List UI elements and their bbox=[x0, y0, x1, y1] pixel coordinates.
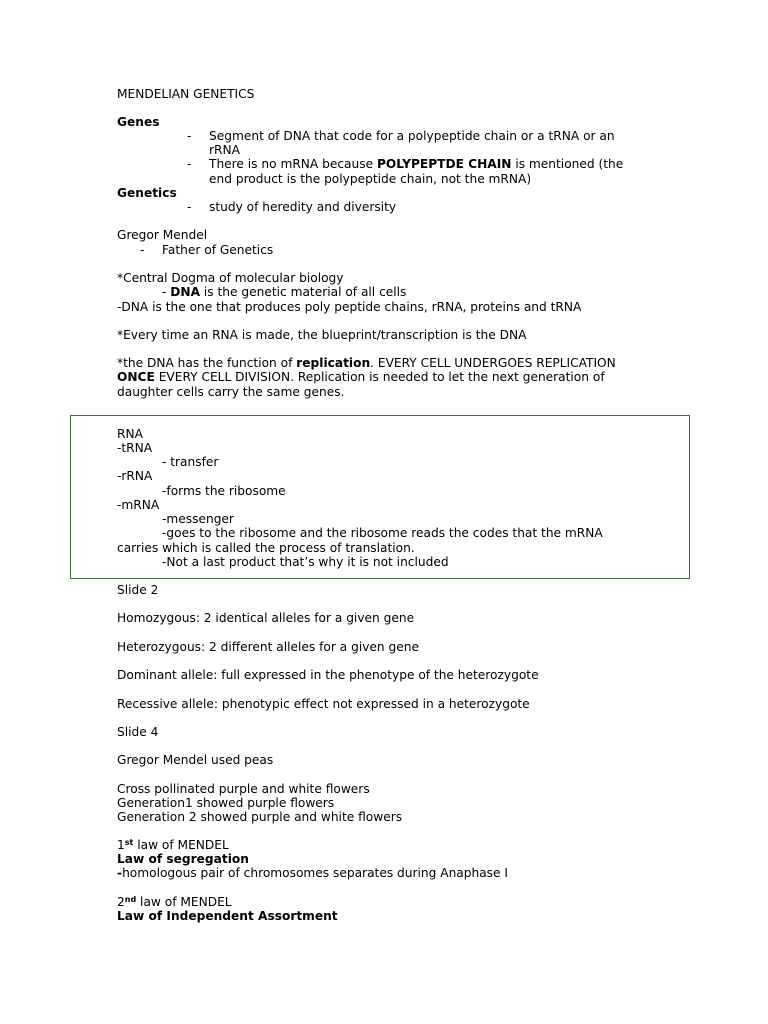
bullet-dash: - bbox=[187, 157, 192, 171]
mendel-bullet: Father of Genetics bbox=[162, 243, 274, 257]
rrna-label: -rRNA bbox=[117, 469, 153, 483]
law-1-title: 1st law of MENDEL bbox=[117, 838, 229, 852]
dominant-allele-def: Dominant allele: full expressed in the phenotype of the heterozygote bbox=[117, 668, 539, 682]
peas-note: Gregor Mendel used peas bbox=[117, 753, 274, 767]
slide-2-label: Slide 2 bbox=[117, 583, 159, 597]
law-2-name: Law of Independent Assortment bbox=[117, 909, 338, 923]
dogma-line-2: -DNA is the one that produces poly peptide chains, rRNA, proteins and tRNA bbox=[117, 300, 582, 314]
genes-bullet-1-line-2: rRNA bbox=[209, 143, 240, 157]
every-time-note: *Every time an RNA is made, the blueprint/transcription is the DNA bbox=[117, 328, 527, 342]
rna-heading: RNA bbox=[117, 427, 143, 441]
mrna-desc-4: -Not a last product that’s why it is not included bbox=[162, 555, 449, 569]
genetics-heading: Genetics bbox=[117, 186, 177, 200]
cross-line-2: Generation1 showed purple flowers bbox=[117, 796, 335, 810]
replication-line-1: *the DNA has the function of replication. EVERY CELL UNDERGOES REPLICATION bbox=[117, 356, 616, 370]
genetics-bullet: study of heredity and diversity bbox=[209, 200, 397, 214]
cross-line-3: Generation 2 showed purple and white flowers bbox=[117, 810, 403, 824]
mendel-name: Gregor Mendel bbox=[117, 228, 208, 242]
law-2-title: 2nd law of MENDEL bbox=[117, 895, 232, 909]
genes-bullet-1-line-1: Segment of DNA that code for a polypeptide chain or a tRNA or an bbox=[209, 129, 615, 143]
replication-line-3: daughter cells carry the same genes. bbox=[117, 385, 345, 399]
rrna-desc: -forms the ribosome bbox=[162, 484, 286, 498]
bullet-dash: - bbox=[187, 129, 192, 143]
dogma-line-1: - DNA is the genetic material of all cells bbox=[162, 285, 407, 299]
slide-4-label: Slide 4 bbox=[117, 725, 159, 739]
replication-line-2: ONCE EVERY CELL DIVISION. Replication is needed to let the next generation of bbox=[117, 370, 605, 384]
bullet-dash: - bbox=[140, 243, 145, 257]
homozygous-def: Homozygous: 2 identical alleles for a given gene bbox=[117, 611, 415, 625]
bullet-dash: - bbox=[187, 200, 192, 214]
trna-desc: - transfer bbox=[162, 455, 219, 469]
mrna-desc-1: -messenger bbox=[162, 512, 234, 526]
law-1-name: Law of segregation bbox=[117, 852, 249, 866]
recessive-allele-def: Recessive allele: phenotypic effect not expressed in a heterozygote bbox=[117, 697, 530, 711]
mrna-desc-2: -goes to the ribosome and the ribosome reads the codes that the mRNA bbox=[162, 526, 603, 540]
mrna-label: -mRNA bbox=[117, 498, 160, 512]
heterozygous-def: Heterozygous: 2 different alleles for a given gene bbox=[117, 640, 419, 654]
page-title: MENDELIAN GENETICS bbox=[117, 87, 255, 101]
mrna-desc-3: carries which is called the process of translation. bbox=[117, 541, 415, 555]
genes-bullet-2-line-2: end product is the polypeptide chain, not the mRNA) bbox=[209, 172, 532, 186]
dogma-heading: *Central Dogma of molecular biology bbox=[117, 271, 344, 285]
genes-bullet-2-line-1: There is no mRNA because POLYPEPTDE CHAIN is mentioned (the bbox=[209, 157, 624, 171]
genes-heading: Genes bbox=[117, 115, 160, 129]
trna-label: -tRNA bbox=[117, 441, 153, 455]
law-1-desc: -homologous pair of chromosomes separates during Anaphase I bbox=[117, 866, 509, 880]
cross-line-1: Cross pollinated purple and white flowers bbox=[117, 782, 370, 796]
